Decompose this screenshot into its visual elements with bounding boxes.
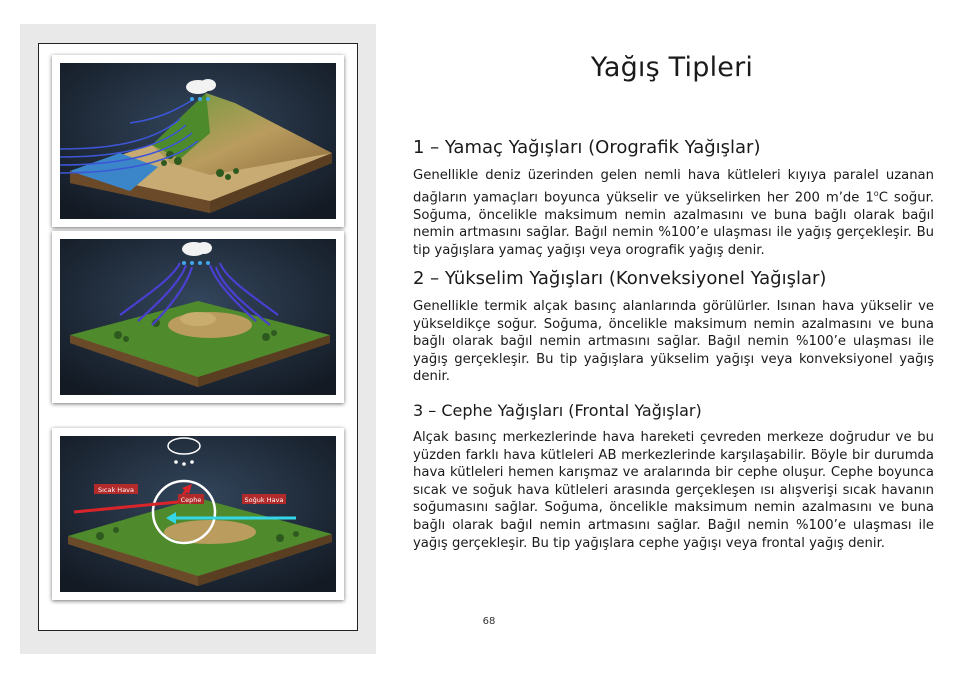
- section-paragraph: Genellikle deniz üzerinden gelen nemli hava kütleleri kıyıya paralel uzanan dağların yamaçları boyunca yükselir ve yükselirken her 200 m’de 1$^o$C soğur. Soğuma, öncelikle maksimum nemin azalmasını ve buna bağlı olarak bağıl nemin artmasını sağlar. Bağıl nemin %100’e ulaşması ile yağış gerçekleşir. Bu tip yağışlara yamaç yağışı veya orografik yağış denir.: [413, 168, 934, 258]
- warm-air-label: Sıcak Hava: [97, 486, 135, 494]
- section-paragraph: Genellikle termik alçak basınç alanlarında görülürler. Isınan hava yükselir ve yükseldikçe soğur. Soğuma, öncelikle maksimum nemin azalmasını ve buna bağlı olarak bağıl nemin artmasını sağlar. Bağıl nemin %100’e ulaşması ile yağış gerçekleşir. Bu tip yağışlara yükselim yağışı veya konveksiyonel yağış denir.: [413, 299, 934, 385]
- cold-air-label: Soğuk Hava: [244, 496, 284, 504]
- section-heading: 2 – Yükselim Yağışları (Konveksiyonel Yağışlar): [413, 268, 827, 289]
- section-orographic: [413, 137, 934, 259]
- convective-scene: [60, 239, 336, 395]
- page-title: Yağış Tipleri: [590, 52, 754, 83]
- convective-illustration: [52, 231, 344, 403]
- front-label: Cephe: [180, 496, 202, 504]
- section-heading: 3 – Cephe Yağışları (Frontal Yağışlar): [413, 401, 702, 420]
- page-number: 68: [482, 616, 496, 627]
- frontal-scene: [60, 436, 336, 592]
- section-paragraph: Alçak basınç merkezlerinde hava hareketi çevreden merkeze doğrudur ve bu yüzden farklı hava kütleleri AB merkezlerinde karşılaşabilir. Böyle bir durumda hava kütleleri hemen karışmaz ve aralarında bir cephe oluşur. Cephe boyunca sıcak ve soğuk hava kütleleri arasında gerçekleşen ısı alışverişi sıcak havanın soğumasını sağlar. Soğuma, öncelikle maksimum nemin azalmasını ve buna bağlı olarak bağıl nemin artmasını sağlar. Bağıl nemin %100’e ulaşması ile yağış gerçekleşir. Bu tip yağışlara cephe yağışı veya frontal yağış denir.: [413, 430, 934, 551]
- frontal-illustration: [52, 428, 344, 600]
- section-heading: 1 – Yamaç Yağışları (Orografik Yağışlar): [413, 137, 761, 158]
- orographic-scene: [60, 63, 336, 219]
- section-convective: [413, 268, 934, 386]
- section-frontal: [413, 401, 934, 552]
- orographic-illustration: [52, 55, 344, 227]
